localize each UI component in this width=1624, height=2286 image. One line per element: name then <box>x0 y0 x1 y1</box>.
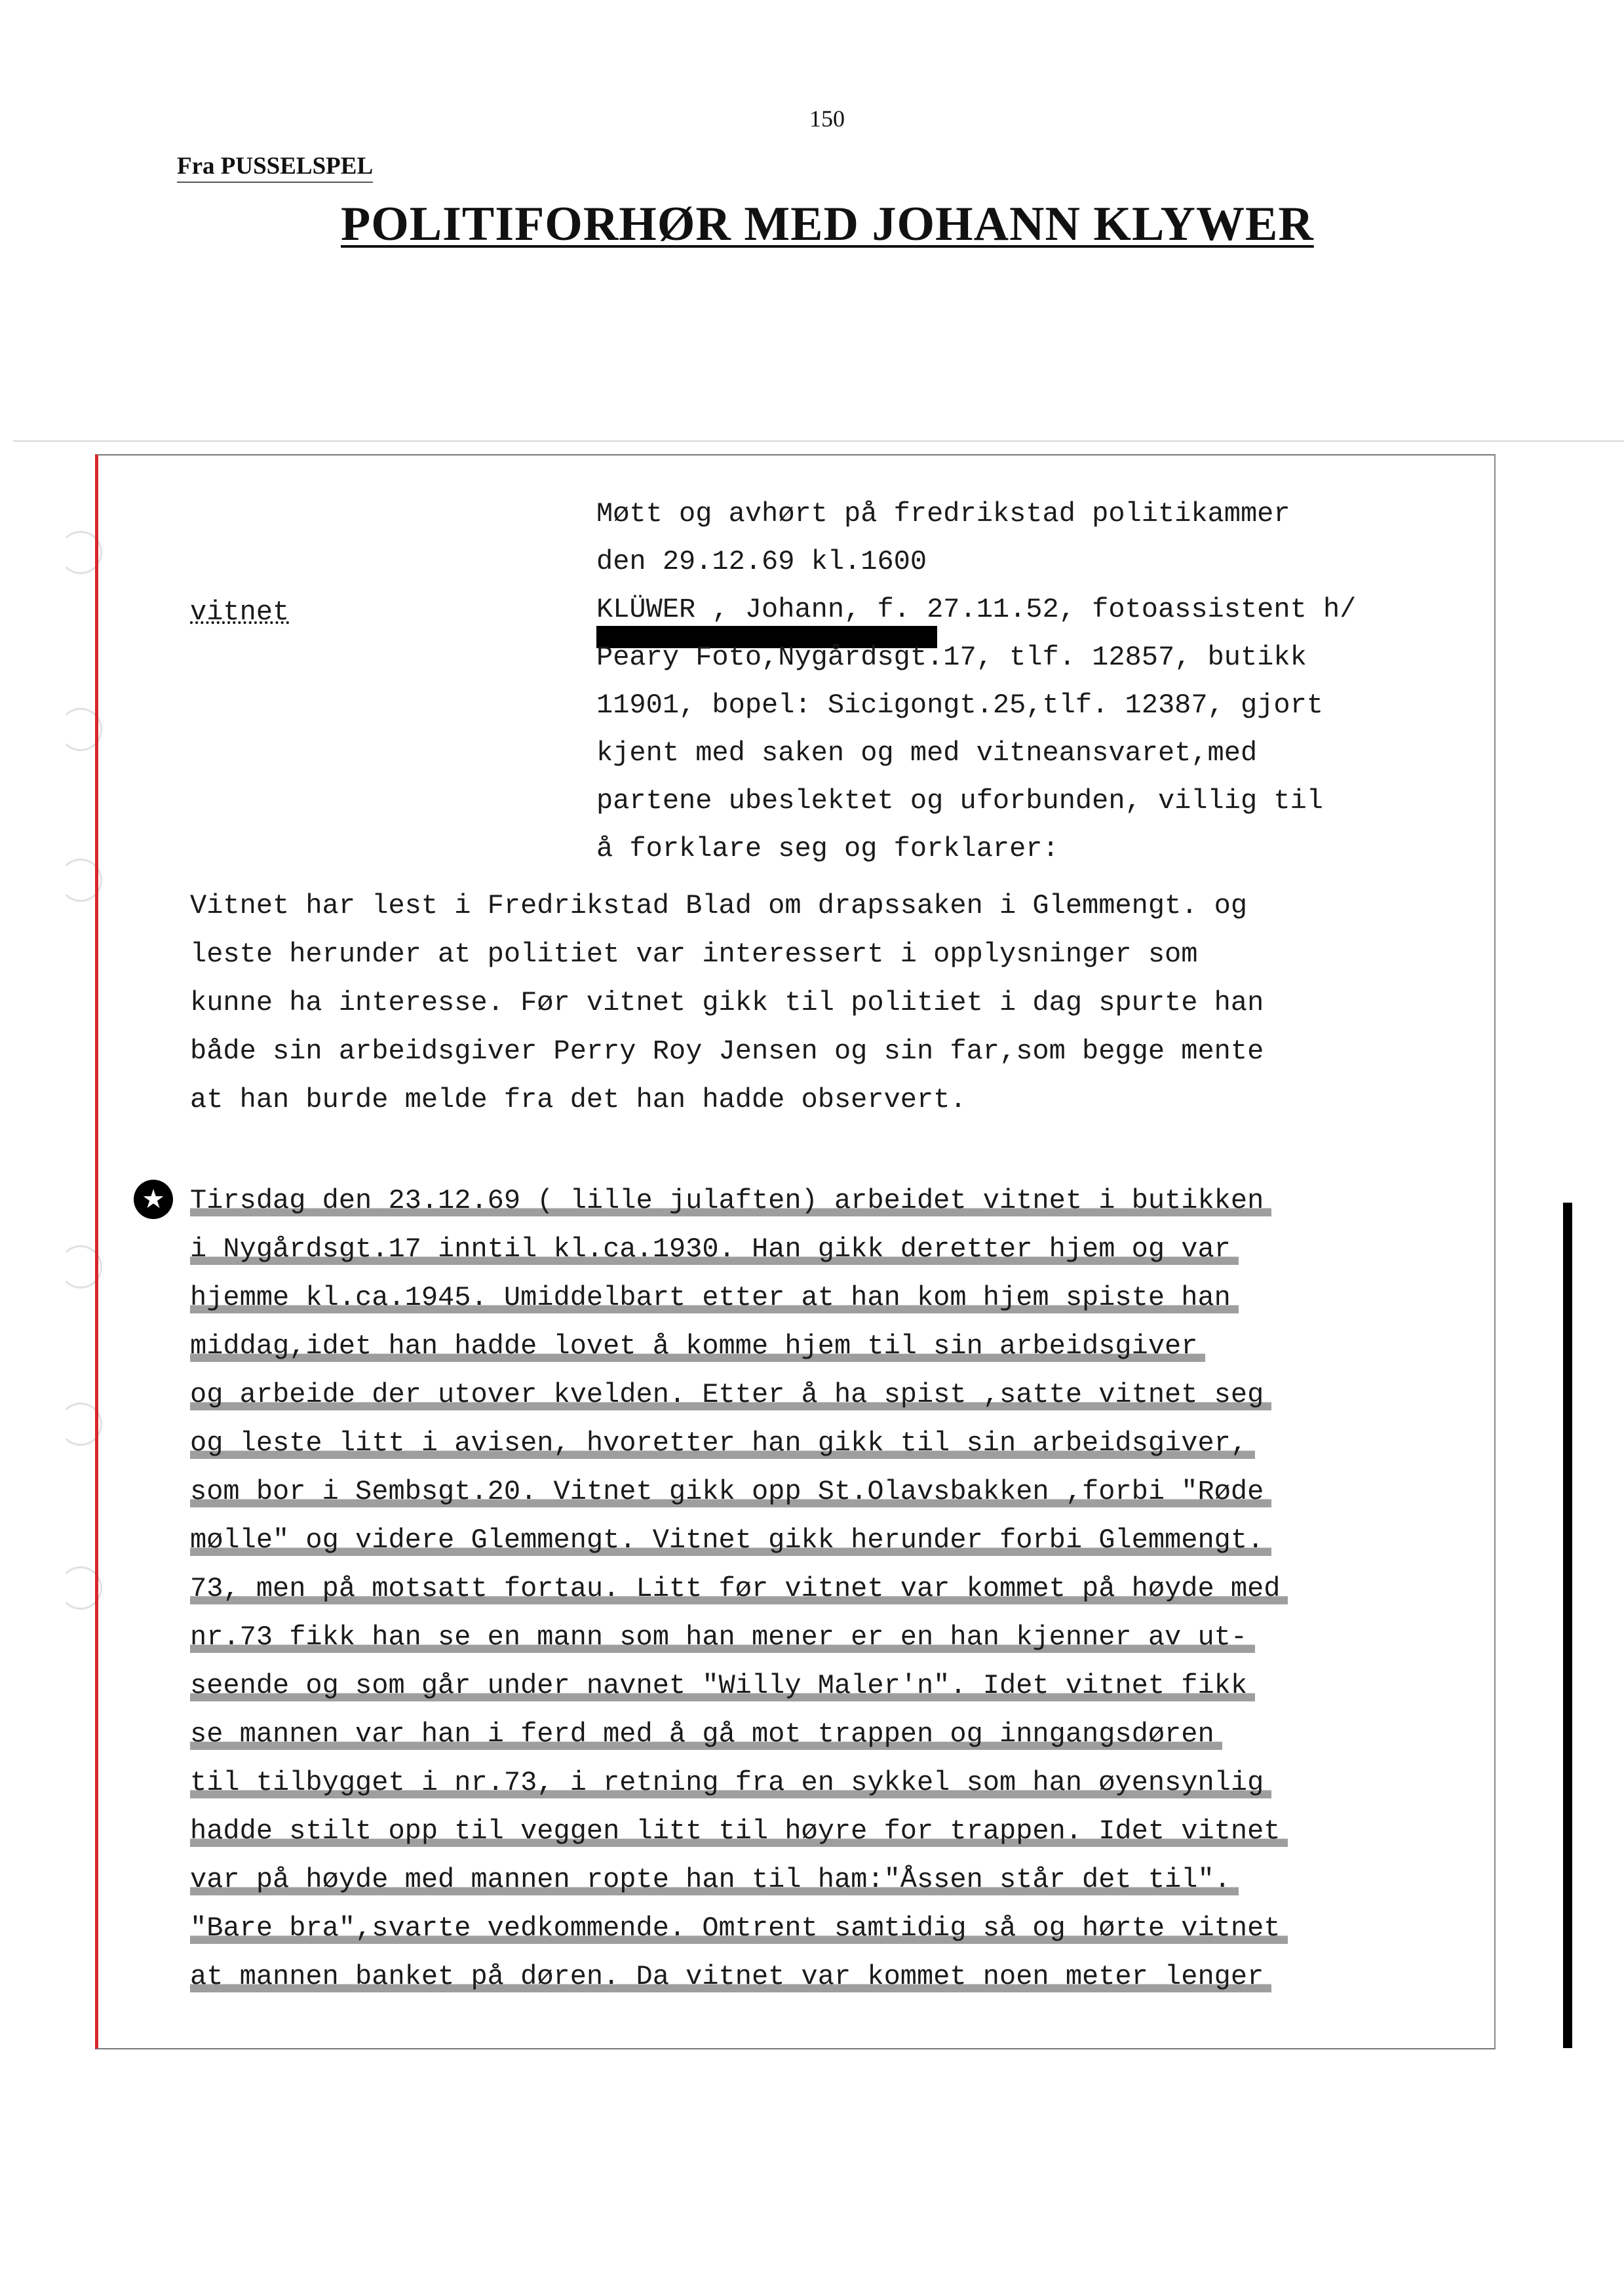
header-line: KLÜWER , Johann, f. 27.11.52, fotoassistent h/ <box>596 594 1357 625</box>
paragraph-line: kunne ha interesse. Før vitnet gikk til politiet i dag spurte han <box>190 987 1264 1018</box>
witness-side-label: vitnet <box>190 596 290 628</box>
highlighted-line: og arbeide der utover kvelden. Etter å ha spist ,satte vitnet seg <box>190 1379 1271 1410</box>
header-line: kjent med saken og med vitneansvaret,med <box>596 737 1258 769</box>
highlighted-line: at mannen banket på døren. Da vitnet var kommet noen meter lenger <box>190 1961 1271 1992</box>
paragraph-line: leste herunder at politiet var interessert i opplysninger som <box>190 939 1198 970</box>
header-line: Peary Foto,Nygårdsgt.17, tlf. 12857, butikk <box>596 642 1307 673</box>
highlighted-line: som bor i Sembsgt.20. Vitnet gikk opp St.Olavsbakken ,forbi "Røde <box>190 1476 1271 1507</box>
highlighted-line: seende og som går under navnet "Willy Maler'n". Idet vitnet fikk <box>190 1670 1255 1701</box>
source-label: Fra PUSSELSPEL <box>177 152 373 183</box>
page-number: 150 <box>809 106 845 132</box>
highlighted-line: se mannen var han i ferd med å gå mot trappen og inngangsdøren <box>190 1718 1222 1750</box>
highlighted-line: 73, men på motsatt fortau. Litt før vitnet var kommet på høyde med <box>190 1573 1288 1604</box>
header-line: Møtt og avhørt på fredrikstad politikammer <box>596 498 1290 530</box>
highlighted-line: var på høyde med mannen ropte han til ham:"Åssen står det til". <box>190 1864 1239 1895</box>
paragraph-line: både sin arbeidsgiver Perry Roy Jensen og sin far,som begge mente <box>190 1036 1264 1067</box>
header-line: å forklare seg og forklarer: <box>596 833 1059 864</box>
paragraph-line: at han burde melde fra det han hadde observert. <box>190 1084 967 1115</box>
header-line: 11901, bopel: Sicigongt.25,tlf. 12387, gjort <box>596 689 1323 721</box>
paragraph-line: Vitnet har lest i Fredrikstad Blad om drapssaken i Glemmengt. og <box>190 890 1248 921</box>
highlighted-line: i Nygårdsgt.17 inntil kl.ca.1930. Han gikk deretter hjem og var <box>190 1233 1239 1265</box>
highlighted-line: til tilbygget i nr.73, i retning fra en sykkel som han øyensynlig <box>190 1767 1271 1798</box>
header-line: partene ubeslektet og uforbunden, villig til <box>596 785 1323 817</box>
highlighted-line: middag,idet han hadde lovet å komme hjem til sin arbeidsgiver <box>190 1330 1205 1362</box>
highlighted-line: "Bare bra",svarte vedkommende. Omtrent samtidig så og hørte vitnet <box>190 1912 1288 1944</box>
highlighted-line: hjemme kl.ca.1945. Umiddelbart etter at han kom hjem spiste han <box>190 1282 1239 1313</box>
highlighted-line: hadde stilt opp til veggen litt til høyre for trappen. Idet vitnet <box>190 1815 1288 1847</box>
scan-separator-line <box>13 440 1624 442</box>
margin-vertical-bar <box>1563 1203 1572 2048</box>
header-line: den 29.12.69 kl.1600 <box>596 546 927 577</box>
page-title: POLITIFORHØR MED JOHANN KLYWER <box>341 197 1314 251</box>
star-in-circle-icon: ★ <box>134 1180 173 1219</box>
highlighted-line: mølle" og videre Glemmengt. Vitnet gikk herunder forbi Glemmengt. <box>190 1524 1271 1556</box>
highlighted-line: og leste litt i avisen, hvoretter han gikk til sin arbeidsgiver, <box>190 1427 1255 1459</box>
highlighted-line: Tirsdag den 23.12.69 ( lille julaften) arbeidet vitnet i butikken <box>190 1185 1271 1216</box>
highlighted-line: nr.73 fikk han se en mann som han mener er en han kjenner av ut- <box>190 1621 1255 1653</box>
